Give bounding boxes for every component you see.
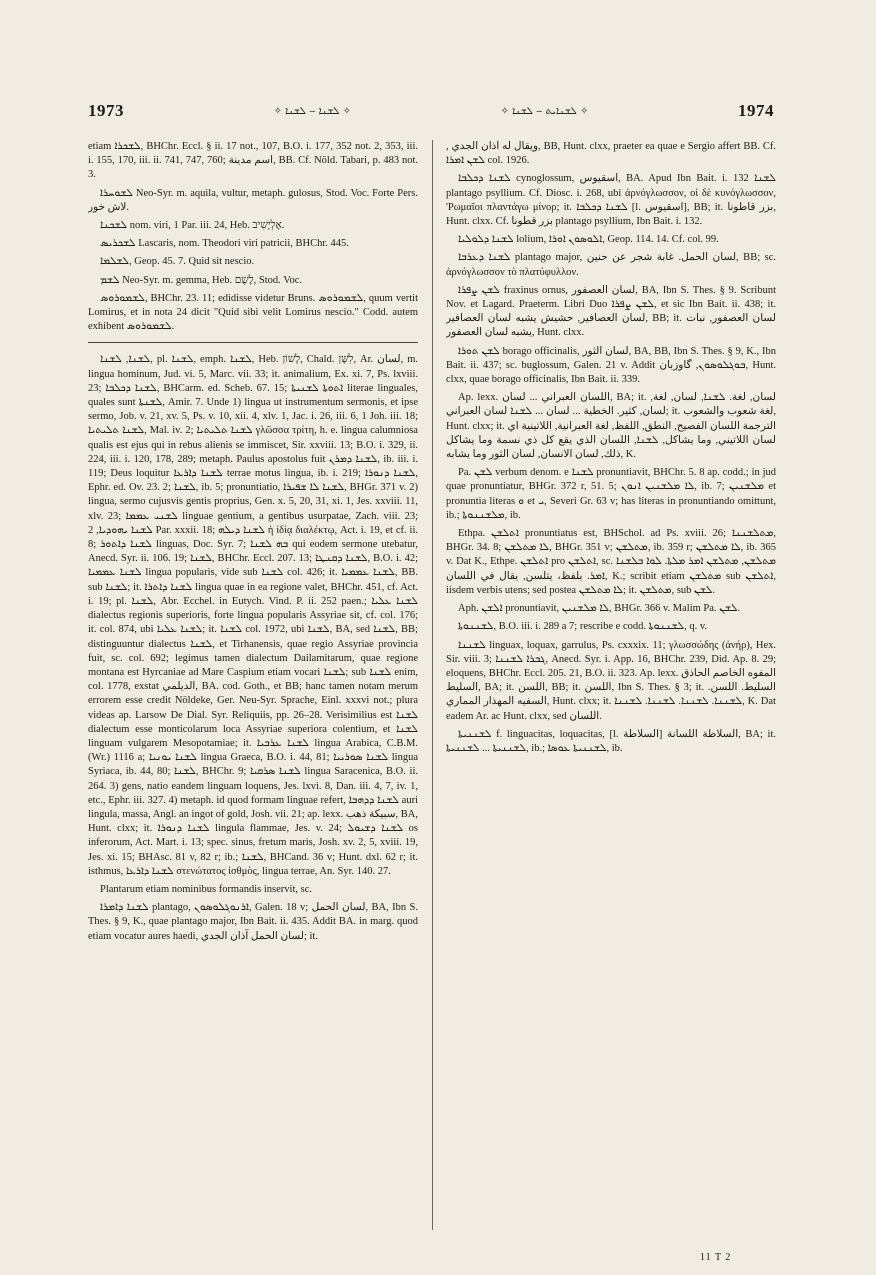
main-entry-paragraph: ܠܫܢܐ, ܠܫܢܐ, pl. ܠܫܢܐ, emph. ܠܫܢܐ, Heb. לָשׁוֹן, Chald. לִשָּׁן, Ar. لسان, m. lingua hominum, Jud. vi. 5, Marc. vii. 33; it. animalium, Ex. xi. 7, Ps. lxviii. 23; ܠܫܢܐ ܕܟܠܒܐ, BHCarm. ed. Scheb. 67. 15; ܐܬܘܬܐ ܠܫܢܝܬܐ literae linguales, quales sunt ܠܫܢܬܐ, Amir. 7. Unde 1) lingua ut instrumentum sermonis, et ipse sermo, Job. v. 21, xv. 5, Ps. v. 10, xii. 4, xlv. 1, Jac. i. 26, iii. 6, 1 Joh. iii. 18; ܠܫܢܐ ܬܠܝܬܝܐ, Mal. iv. 2; ܠܫܢܐ ܬܠܝܬܝܐ γλῶσσα τρίτη, h. e. lingua calumniosa qualis est ejus qui in rebus alienis se immiscet, Sir. xxviii. 13; B.O. i. 329, ii. 224, iii. i. 120, 178, 289; metaph. Paulus apostolus fuit ܠܫܢܐ ܕܡܪܢ, ib. iii. i. 119; Deus loquitur ܠܫܢܐ ܕܐܪܥܐ terrae motus lingua, ib. i. 219; ܠܫܢܐ ܕܢܘܪܐ, Ephr. ed. Ov. 23. 2; ܠܫܢܐ, ib. 5; pronuntiatio, ܠܫܢܐ ܠܐ ܫܦܝܪܐ, BHGr. 371 v. 2) lingua, sermo cujusvis gentis proprius, Gen. x. 5, 20, 31, xi. 1, Jes. xxviii. 11, xlv. 23; ܠܫܢܝ ܥܡܡܐ linguae gentium, a gentibus usurpatae, Zach. viii. 23; ܠܫܢܐ ܝܗܘܕܝܐ, 2 Par. xxxii. 18; ܠܫܢܐ ܕܝܠܗ ἡ ἰδίᾳ διαλέκτῳ, Act. i. 19, et cf. ii. 8; ܠܫܢܐ ܕܐܬܘܪ linguas, Doc. Syr. 7; ܒܗ ܠܫܢܐ qui eodem sermone utebatur, Anecd. Syr. ii. 106. 19; ܠܫܢܐ, BHChr. Eccl. 207. 13; ܠܫܢܐ ܕܩܢܛܐ, B.O. i. 42; ܠܫܢܐ ܥܡܡܝܐ lingua popularis, vide sub ܠܫܢܐ col. 426; it. ܠܫܢܐ ܥܡܡܝܐ, BB. sub ܠܫܢܐ; it. ܠܫܢܐ ܕܐܬܪܐ lingua quae in ea regione valet, BHChr. 451, cf. Act. i. 19; pl. ܠܫܢܐ, Abr. Ecchel. in Eutych. Vind. P. ii. 252 paen.; ܠܫܢܐ ܥܠܝܐ dialectus regionis superioris, forte lingua popularis Assyriae sit, cf. col. 176; it. col. 874, ubi ܠܫܢܐ ܥܠܝܐ; it. ܠܫܢܐ col. 1972, ubi ܠܫܢܐ, BA, sed ܠܫܢܐ, BB; distinguuntur dialectus ܠܫܢܐ, et Tirhanensis, quae regio Assyriae provincia fuit, sc. col. 692; legimus tamen dialectum Dailamitarum, quae regione montana est Hyrcaniae ad Mare Caspium etiam vocari ܠܫܢܐ; sub ܠܫܢܐ enim, col. 1778, exstat الديلمي, BA. cod. Goth., et BB; hanc tamen notam merum errorem esse credit Nöldeke, Ger. Neu-Syr. Sprache, Einl. xxxvi not.; plura videas ap. Larsow De Dial. Syr. Reliquiis, pp. 26–28. Verisimilius est ܠܫܢܐ dialectum esse monticolarum loca Assyriae superiora colentium, et ܠܫܢܐ linguam vulgarem Mesopotamiae; it. ܠܫܢܐ ܥܪܒܝܐ lingua Arabica, C.B.M. (Wr.) 1116 a; ܠܫܢܐ ܝܘܢܝܐ lingua Graeca, B.O. i. 44, 81; ܠܫܢܐ ܣܘܪܝܝܐ lingua Syriaca, ib. 44, 80; ܠܫܢܐ, BHChr. 9; ܠܫܢܐ ܣܪܩܝܐ lingua Saracenica, B.O. ii. 264. 3) gens, natio eandem linguam loquens, Jes. lxvi. 8, Dan. iii. 4, 7, iv. 1, etc., Ephr. iii. 327. 4) metaph. id quod formam linguae refert, ܠܫܢܐ ܕܕܗܒܐ auri lingula, massa, Angl. an ingot of gold, Josh. vii. 21; ap. lexx. سبيكة ذهب, BA, Hunt. clxx; it. ܠܫܢܐ ܕܢܘܪܐ lingula flammae, Jes. v. 24; ܠܫܢܐ ܕܫܝܘܠ os inferorum, Act. Mart. i. 13; spec. sinus, fretum maris, Josh. xv. 2, 5, xviii. 19, Jes. xi. 15; BHAsc. 81 v, 82 r; ib.; ܠܫܢܐ, BHCand. 36 v; Hunt. dxl. 62 r; it. isthmus, ܠܫܢܐ ܕܐܪܥܐ στενώτατος ἰσθμὸς, lingua terrae, An. Syr. 140. 27.	[88, 354, 418, 877]
entry-paragraph: ܠܫܢܐ ܕܟܠܒܐ cynoglossum, اسقيوس, BA. Apud Ibn Bait. i. 132 ܠܫܢܐ plantago psyllium. Cf. Diosc. i. 268, ubi ἀρνόγλωσσον, οἱ δὲ κυνόγλωσσον, 'Ρωμαῖοι πλαντάγω μίνορ; it. ܠܫܢܐ ܕܟܠܒܐ [l. اسقيوس], BB; it. بزر قاطونا, Hunt. clxx. Cf. بزر قطونا plantago psyllium, Ibn Bait. i. 132.	[446, 173, 776, 228]
left-running-head: ✧ ܠܫܢܐ ‒ ܠܫܢܐ ✧	[273, 105, 352, 117]
entry-paragraph: ܠܫܢܐ ܕܥܪܒܐ plantago major, لسان الحمل. غابة شجر عن حنين, BB; sc. ἀρνόγλωσσον τὸ πλατύφυλλον.	[446, 252, 776, 278]
entry-paragraph: Ethpa. ܐܬܠܫܢ pronuntiatus est, BHSchol. ad Ps. xviii. 26; ܡܬܠܫܢܢܐ, BHGr. 34. 8; ܠܐ ܡܬܠܫܢ, BHGr. 351 v; ܡܬܠܫܢ, ib. 359 r; ܠܐ ܡܬܠܫܢ, ib. 365 v. Dat K., Ethpe. ܐܬܠܫܢ pro ܐܬܠܫܢ, sc. ܡܬܠܫܢ, ܡܬܠܫܢ ܐܡܪ ܡܠܬܐ. ܠܘܐ ܒܠܫܢܐ ܐܡܪ. بلفظ، يتلسن, يقال في اللسان, K.; scribit etiam ܡܬܠܫܢ sub ܐܬܠܫܢ, iisdem verbis utens; sed postea ܠܐ ܡܬܠܫܢ; it. ܡܬܠܫܢ, sub ܠܫܢ.	[446, 528, 776, 596]
left-page-number: 1973	[88, 101, 124, 120]
entry-paragraph: Plantarum etiam nominibus formandis inservit, sc.	[100, 883, 313, 895]
left-column	[88, 140, 418, 1240]
page-header	[88, 96, 774, 126]
entry-paragraph: ܠܫܢܐ ܕܐܡܪܐ plantago, ܐܪܢܘܓܠܘܣܘܢ, Galen. 18 v; لسان الحمل, BA, Ibn S. Thes. § 9, K., quae plantago major, Ibn Bait. ii. 435. Addit BA. in marg. quod etiam vocatur aures haedi, لسان الحمل آذان الجدي; it.	[88, 902, 418, 942]
section-divider	[88, 342, 418, 343]
right-page-number: 1974	[737, 101, 774, 120]
entry-paragraph: ܠܫܢ ܨܦܪܐ fraxinus ornus, لسان العصفور, BA, Ibn S. Thes. § 9. Scribunt Nov. et Lagard. Praeterm. Libri Duo ܠܫܢ ܨܦܪܐ, et sic Ibn Bait. ii. 438; it. لسان العصافير, حشيش يشبه لسان العصافير, BB; it. لسان العصفور, نبات يشبه لسان العصفور, Hunt. clxx.	[446, 284, 776, 339]
entry-paragraph: Pa. ܠܫܢ verbum denom. e ܠܫܢܐ pronuntiavit, BHChr. 5. 8 ap. codd.; in jud quae pronuntiatur, BHGr. 372 r, 51. 5; ܠܐ ܡܠܫܢܝܢ ܐܢܘܢ, ib. 7; ܡܠܫܢܝܢ et pronuntia literas ܘ et ܝ, Severi Gr. 63 v; has literas in pronuntiando omittunt, ib.; ܡܠܫܢܢܘܬܐ, ib.	[446, 467, 776, 521]
column-divider	[432, 140, 433, 1230]
entry-paragraph: Ap. lexx. اللسان العبراني ... لسان, BA; it. لسان, لغة. ܠܫܢܐ, لسان, لغة, لسان, كثير. الخطية ... لسان ... ܠܫܢܐ لسان العبراني; it. لغة شعوب والشعوب, Hunt. clxx; it. الترجمة اللسان الفصيح, النطق, اللفظ, لغة العبرانية, اللاتينية اي لسان اللاتيني, وما يشاكل, ܠܫܢܐ, اللسان الذي يقع كل ذي نسمة وما يشاكل ذلك, لسان الانسان, لسان الثور وما يشابه, K.	[446, 392, 776, 461]
entry-paragraph: ܠܫܢܢܝܬܐ f. linguacitas, loquacitas, [l. السلاطة] السلاطة اللسانة, BA; it. ܠܫܢܢܝܬܐ ... ܠܫܢܢܝܬܐ, ib.; ܠܫܢܢܝܬܐ ܥܘܣܐ, ib.	[446, 728, 776, 754]
entry-paragraph: etiam ܠܫܟܪܐ, BHChr. Eccl. § ii. 17 not., 107, B.O. i. 177, 352 not. 2, 353, iii. i. 155, 170, iii. ii. 741, 747, 760; اسم مدينة, BB. Cf. Nöld. Tabari, p. 483 not. 3.	[88, 141, 418, 181]
entry-paragraph: ܠܫܡ Neo-Syr. m. gemma, Heb. לֶשֶׁם, Stod. Voc.	[100, 274, 302, 286]
signature-mark: 11 T 2	[700, 1252, 732, 1263]
entry-paragraph: ܠܫܟܪܝܣ Lascaris, nom. Theodori viri patricii, BHChr. 445.	[100, 238, 349, 250]
entry-paragraph: ܠܫܘܚܪܐ Neo-Syr. m. aquila, vultur, metaph. gulosus, Stod. Voc. Forte Pers. لاش خور.	[88, 187, 418, 213]
right-column	[446, 140, 776, 1240]
entry-paragraph: , ويقال له آذان الجدي, BB, Hunt. clxx, praeter ea quae e Sergio affert BB. Cf. ܠܫܢ ܐܡܪܐ col. 1926.	[446, 141, 776, 167]
entry-paragraph: ܠܫܢܐ ܕܠܘܠܝܐ lolium, ܐܠܘܣܘܢ ܐܘܪܐ, Geop. 114. 14. Cf. col. 99.	[458, 234, 719, 246]
entry-paragraph: ܠܫܢܢܘܬܐ, B.O. iii. i. 289 a 7; rescribe e codd. ܠܫܢܢܘܬܐ, q. v.	[458, 621, 708, 633]
entry-paragraph: ܠܫܠܡܐ, Geop. 45. 7. Quid sit nescio.	[100, 256, 255, 268]
right-running-head: ✧ ܠܫܢܐܝܬ ‒ ܠܫܢܐ ✧	[500, 105, 589, 117]
entry-paragraph: ܠܫܟܢܐ nom. viri, 1 Par. iii. 24, Heb. אֶלְיָשִׁיב.	[100, 220, 285, 232]
entry-paragraph: ܠܫܢ ܬܘܪܐ borago officinalis, لسان الثور, BA, BB, Ibn S. Thes. § 9, K., Ibn Bait. ii. 437; sc. buglossum, Galen. 21 v. Addit ܒܘܓܠܘܣܘܢ, گاوزبان, Hunt. clxx, quae borago officinalis, Ibn Bait. ii. 339.	[446, 345, 776, 386]
entry-paragraph: ܠܫܢܢܐ linguax, loquax, garrulus, Ps. cxxxix. 11; γλωσσώδης (ἀνήρ), Hex. Sir. viii. 3; ܓܒܪܐ ܠܫܢܢܐ, Anecd. Syr. i. App. 16, BHChr. 239, Did. Ap. 8. 29; eloquens, BHChr. Eccl. 205. 21, B.O. ii. 323. Ap. lexx. المفوه الخاصم الحاذق السليط, BA; it. اللسن, BB; it. اللسن, Ibn S. Thes. § 3; it. السليط. اللسن. السفيه المهذار المماري, Hunt. clxx; it. ܠܫܢܢܐ. ܠܫܢܢܐ. ܠܫܢܢܐ. ܠܫܢܢܐ, K. Dat eadem Ar. ac Hunt. clxx, sed اللسان.	[446, 639, 776, 722]
entry-paragraph: ܠܫܡܘܪܘܣ, BHChr. 23. 11; edidisse videtur Bruns. ܠܫܡܘܪܘܣ, quum vertit Lomirus, et in nota 24 dicit "Quid sibi velit Lomirus nescio." Codd. autem exhibent ܠܫܡܘܪܘܣ.	[88, 292, 418, 333]
entry-paragraph: Aph. ܐܠܫܢ pronuntiavit, ܠܐ ܡܠܫܢܝܢ, BHGr. 366 v. Malim Pa. ܠܫܢ.	[458, 603, 741, 615]
